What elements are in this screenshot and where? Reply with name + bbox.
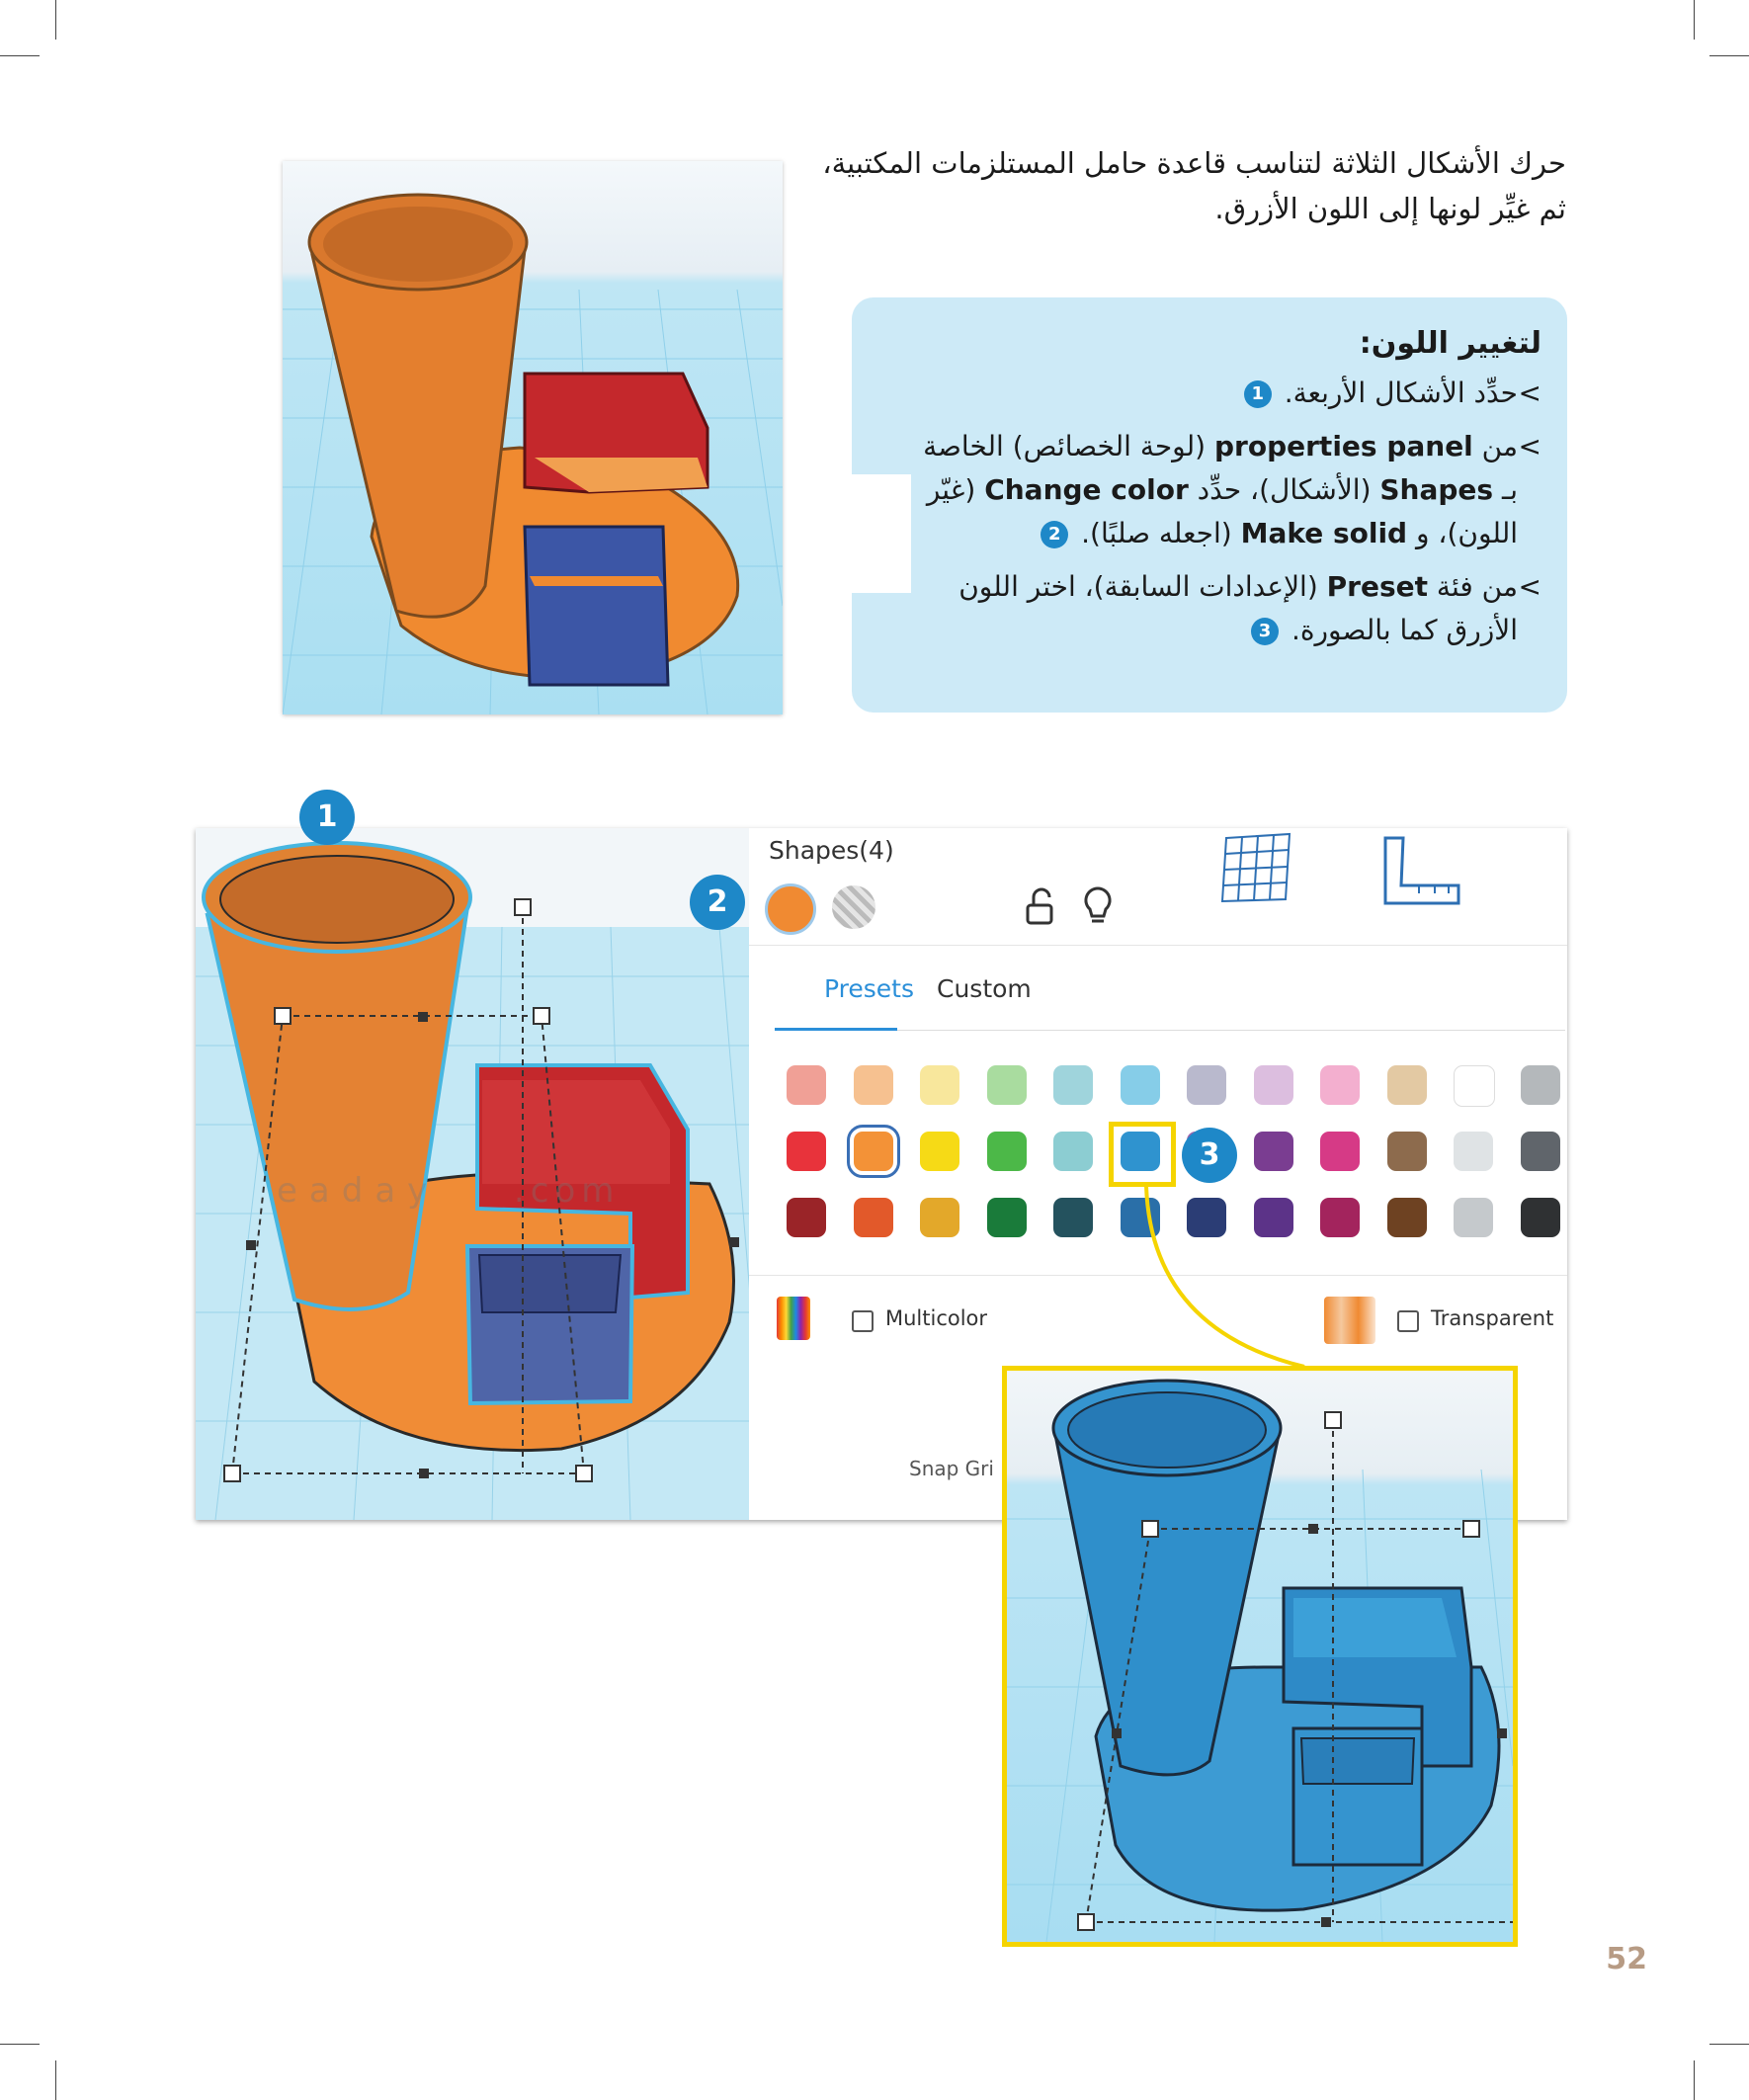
- multicolor-label: Multicolor: [885, 1306, 988, 1330]
- color-button[interactable]: [765, 883, 816, 935]
- intro-line-1: حرك الأشكال الثلاثة لتناسب قاعدة حامل المستلزمات المكتبية،: [822, 146, 1566, 180]
- orange-holder-drawing: [283, 161, 783, 714]
- callout-badge-2: 2: [690, 875, 745, 930]
- color-swatch[interactable]: [920, 1198, 959, 1237]
- color-swatch[interactable]: [1053, 1065, 1093, 1105]
- make-solid-term: Make solid: [1240, 517, 1408, 549]
- shapes-term: Shapes: [1379, 473, 1494, 506]
- snap-grid-label: Snap Gri: [909, 1457, 994, 1480]
- callout-connector: [1136, 1181, 1314, 1374]
- color-swatch[interactable]: [920, 1065, 959, 1105]
- hole-button[interactable]: [832, 885, 875, 929]
- change-color-term: Change color: [984, 473, 1189, 506]
- step-1-text: حدِّد الأشكال الأربعة.: [1284, 377, 1518, 409]
- color-swatch[interactable]: [787, 1132, 826, 1171]
- color-swatch[interactable]: [1521, 1198, 1560, 1237]
- step-2-badge: 2: [1041, 521, 1068, 548]
- step-2-part-2: (لوحة الخصائص) الخاصة بـ: [923, 430, 1518, 506]
- intro-text: [776, 140, 1566, 231]
- crop-mark: [1694, 0, 1695, 40]
- color-swatch[interactable]: [1454, 1132, 1493, 1171]
- step-arrow: >: [1518, 377, 1541, 409]
- color-swatch[interactable]: [1254, 1132, 1293, 1171]
- crop-mark: [1709, 55, 1749, 56]
- color-swatch[interactable]: [1121, 1065, 1160, 1105]
- blue-holder-drawing: [1007, 1371, 1513, 1942]
- step-2-part-3: (الأشكال)، حدِّد: [1188, 473, 1380, 506]
- page-number: 52: [1606, 1942, 1647, 1976]
- crop-mark: [55, 0, 56, 40]
- ruler-icon[interactable]: [1379, 834, 1464, 909]
- instruction-step-2: [909, 425, 1541, 555]
- instruction-step-1: [909, 372, 1541, 415]
- tab-presets[interactable]: Presets: [824, 974, 914, 1003]
- color-swatch[interactable]: [1320, 1065, 1360, 1105]
- crop-mark: [0, 2044, 40, 2045]
- step-2-part-5: (اجعله صلبًا).: [1081, 517, 1241, 549]
- crop-mark: [55, 2060, 56, 2100]
- transparent-icon: [1324, 1297, 1375, 1344]
- multicolor-icon: [777, 1297, 810, 1340]
- multicolor-checkbox[interactable]: [852, 1310, 874, 1332]
- step-arrow: >: [1518, 430, 1541, 462]
- color-swatch[interactable]: [1053, 1132, 1093, 1171]
- color-swatch[interactable]: [1187, 1065, 1226, 1105]
- step-2-part-1: من: [1472, 430, 1518, 462]
- color-swatch[interactable]: [987, 1065, 1027, 1105]
- color-swatch[interactable]: [1521, 1132, 1560, 1171]
- tab-custom[interactable]: Custom: [937, 974, 1032, 1003]
- blue-result-inset: [1002, 1366, 1518, 1947]
- panel-title: Shapes(4): [769, 836, 894, 865]
- step-2-part-4: (غيّر اللون)، و: [926, 473, 1518, 549]
- color-swatch[interactable]: [987, 1132, 1027, 1171]
- step-3-badge: 3: [1251, 618, 1279, 645]
- highlight-box: [1109, 1122, 1176, 1187]
- properties-panel-term: properties panel: [1214, 430, 1473, 462]
- color-swatch[interactable]: [987, 1198, 1027, 1237]
- crop-mark: [1694, 2060, 1695, 2100]
- color-swatch[interactable]: [1454, 1198, 1493, 1237]
- orange-holder-image: [283, 161, 783, 714]
- crop-mark: [1709, 2044, 1749, 2045]
- intro-line-2: ثم غيِّر لونها إلى اللون الأزرق.: [1214, 192, 1566, 225]
- callout-badge-3: 3: [1182, 1128, 1237, 1183]
- color-swatch[interactable]: [1454, 1065, 1495, 1107]
- color-swatch[interactable]: [1387, 1198, 1427, 1237]
- color-swatch[interactable]: [787, 1198, 826, 1237]
- step-3-part-2: (الإعدادات السابقة)، اختر اللون الأزرق كما بالصورة.: [958, 570, 1518, 646]
- lock-icon[interactable]: [1024, 887, 1057, 927]
- color-swatch[interactable]: [1387, 1065, 1427, 1105]
- panel-divider: [749, 945, 1567, 946]
- instruction-step-3: [909, 565, 1541, 652]
- crop-mark: [0, 55, 40, 56]
- color-swatch[interactable]: [1320, 1132, 1360, 1171]
- instruction-title: لتغيير اللون:: [1359, 326, 1541, 361]
- color-swatch[interactable]: [854, 1132, 893, 1171]
- callout-badge-1: 1: [299, 790, 355, 845]
- watermark-text: eaday: [277, 1171, 440, 1211]
- color-swatch[interactable]: [1320, 1198, 1360, 1237]
- watermark-domain: .com: [514, 1171, 621, 1211]
- step-1-badge: 1: [1244, 380, 1272, 408]
- instruction-content: [909, 322, 1541, 662]
- color-swatch[interactable]: [1053, 1198, 1093, 1237]
- step-3-part-1: من فئة: [1428, 570, 1518, 603]
- color-swatch[interactable]: [787, 1065, 826, 1105]
- transparent-label: Transparent: [1431, 1306, 1554, 1330]
- preset-term: Preset: [1326, 570, 1429, 603]
- color-swatch[interactable]: [920, 1132, 959, 1171]
- step-arrow: >: [1518, 570, 1541, 603]
- grid-icon[interactable]: [1218, 830, 1297, 907]
- color-swatch[interactable]: [1521, 1065, 1560, 1105]
- transparent-checkbox[interactable]: [1397, 1310, 1419, 1332]
- color-swatch[interactable]: [1254, 1065, 1293, 1105]
- lightbulb-icon[interactable]: [1081, 885, 1115, 929]
- color-swatch[interactable]: [854, 1065, 893, 1105]
- tab-presets-underline: [775, 1028, 897, 1031]
- color-swatch[interactable]: [1387, 1132, 1427, 1171]
- color-swatch[interactable]: [854, 1198, 893, 1237]
- instruction-box-notch: [852, 474, 911, 593]
